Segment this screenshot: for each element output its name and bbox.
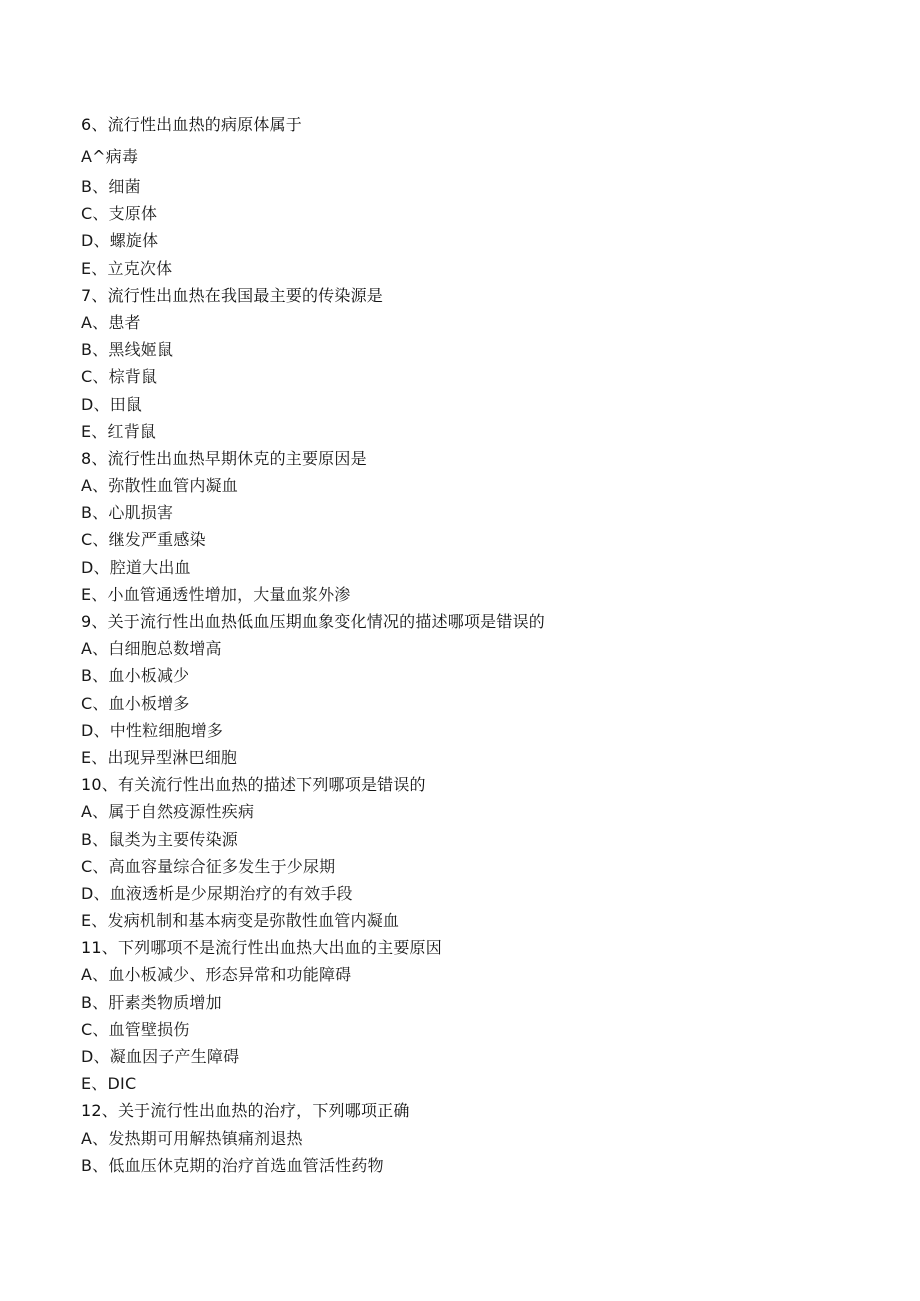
option-d: D、凝血因子产生障碍	[81, 1047, 240, 1066]
option-e: E、小血管通透性增加，大量血浆外渗	[81, 584, 351, 604]
option-c: C、高血容量综合征多发生于少尿期	[81, 856, 336, 876]
question-stem: 9、关于流行性出血热低血压期血象变化情况的描述哪项是错误的	[81, 612, 545, 631]
option-a: A、属于自然疫源性疾病	[81, 802, 255, 822]
question-stem: 12、关于流行性出血热的治疗，下列哪项正确	[81, 1101, 410, 1121]
option-c: C、继发严重感染	[81, 530, 206, 550]
option-c: C、血小板增多	[81, 693, 190, 713]
question-stem: 10、有关流行性出血热的描述下列哪项是错误的	[81, 775, 426, 795]
option-b: B、心肌损害	[81, 503, 174, 523]
option-b: B、血小板减少	[81, 666, 190, 686]
option-a: A^病毒	[81, 147, 139, 166]
option-c: C、棕背鼠	[81, 367, 158, 387]
option-b: B、低血压休克期的治疗首选血管活性药物	[81, 1155, 384, 1175]
question-stem: 8、流行性出血热早期休克的主要原因是	[81, 448, 367, 468]
question-stem: 6、流行性出血热的病原体属于	[81, 115, 302, 134]
option-e: E、出现异型淋巴细胞	[81, 747, 238, 767]
question-list	[81, 113, 861, 1179]
option-e: E、发病机制和基本病变是弥散性血管内凝血	[81, 911, 400, 931]
option-c: C、血管壁损伤	[81, 1019, 190, 1039]
option-b: B、肝素类物质增加	[81, 992, 222, 1012]
option-c: C、支原体	[81, 204, 158, 224]
option-b: B、鼠类为主要传染源	[81, 829, 238, 849]
option-e: E、立克次体	[81, 258, 173, 278]
question-stem: 11、下列哪项不是流行性出血热大出血的主要原因	[81, 938, 442, 958]
option-d: D、腔道大出血	[81, 557, 191, 577]
option-a: A、发热期可用解热镇痛剂退热	[81, 1128, 303, 1148]
option-e: E、DIC	[81, 1074, 137, 1094]
option-a: A、弥散性血管内凝血	[81, 476, 238, 496]
option-b: B、黑线姬鼠	[81, 340, 174, 360]
option-b: B、细菌	[81, 177, 141, 196]
option-e: E、红背鼠	[81, 421, 157, 441]
option-a: A、患者	[81, 312, 141, 332]
option-a: A、白细胞总数增高	[81, 639, 222, 659]
option-d: D、血液透析是少尿期治疗的有效手段	[81, 883, 353, 903]
option-a: A、血小板减少、形态异常和功能障碍	[81, 965, 352, 985]
question-stem: 7、流行性出血热在我国最主要的传染源是	[81, 285, 383, 305]
option-d: D、螺旋体	[81, 231, 159, 251]
option-d: D、中性粒细胞增多	[81, 720, 224, 740]
option-d: D、田鼠	[81, 394, 143, 414]
